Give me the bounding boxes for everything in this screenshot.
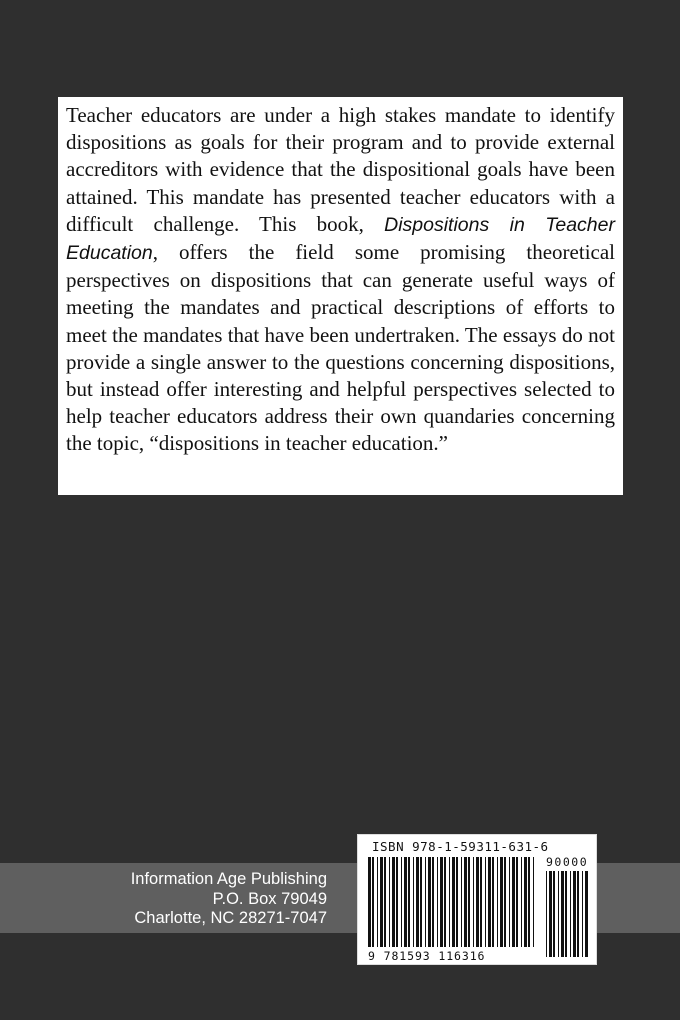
- addon-bars: [546, 871, 588, 957]
- barcode-bar: [521, 857, 522, 947]
- barcode-bar: [428, 857, 431, 947]
- barcode-bar: [585, 871, 588, 957]
- barcode-bar: [437, 857, 438, 947]
- barcode-bar: [553, 871, 555, 957]
- barcode-bar: [384, 857, 386, 947]
- publisher-po-box: P.O. Box 79049: [212, 889, 327, 908]
- publisher-city: Charlotte, NC 28271-7047: [134, 909, 327, 927]
- blurb-text-after: , offers the field some promising theoretical perspectives on dispositions that can generate useful ways of meeting the mandates and practical descriptions of efforts to meet the mandates that have been undertraken. The essays do not provide a single answer to the questions concerning dispositions, but instead offer interesting and helpful perspectives selected to help teacher educators address their own quandaries concerning the topic, “dispositions in teacher education.”: [66, 240, 615, 456]
- barcode-bar: [416, 857, 419, 947]
- barcode-bar: [500, 857, 503, 947]
- barcode-bar: [440, 857, 443, 947]
- ean-bars: [368, 857, 534, 947]
- barcode-bar: [432, 857, 434, 947]
- barcode-bar: [476, 857, 479, 947]
- barcode-bar: [449, 857, 450, 947]
- barcode-bar: [392, 857, 395, 947]
- barcode-bar: [533, 857, 534, 947]
- barcode-bar: [396, 857, 398, 947]
- publisher-info: [131, 870, 327, 929]
- barcode-bar: [444, 857, 446, 947]
- barcode-bar: [492, 857, 494, 947]
- back-cover-blurb: [58, 97, 623, 495]
- barcode-bar: [425, 857, 426, 947]
- barcode-bar: [497, 857, 498, 947]
- barcode-bar: [380, 857, 383, 947]
- isbn-barcode: [357, 834, 597, 965]
- barcode-bar: [372, 857, 374, 947]
- blurb-paragraph: [66, 102, 615, 458]
- barcode-bar: [504, 857, 506, 947]
- barcode-bar: [377, 857, 378, 947]
- barcode-bar: [577, 871, 579, 957]
- publisher-name: Information Age Publishing: [130, 870, 327, 888]
- barcode-bar: [549, 871, 552, 957]
- barcode-bar: [528, 857, 530, 947]
- barcode-bar: [389, 857, 390, 947]
- ean-digits: 9 781593 116316: [368, 949, 486, 963]
- barcode-bar: [573, 871, 576, 957]
- barcode-bar: [473, 857, 474, 947]
- barcode-bar: [546, 871, 547, 957]
- barcode-bar: [468, 857, 470, 947]
- barcode-bar: [570, 871, 571, 957]
- barcode-bar: [404, 857, 407, 947]
- barcode-bar: [461, 857, 462, 947]
- barcode-bar: [558, 871, 559, 957]
- barcode-bar: [452, 857, 455, 947]
- barcode-bar: [565, 871, 567, 957]
- barcode-bar: [485, 857, 486, 947]
- barcode-bar: [582, 871, 583, 957]
- book-title: Dispositions in Teacher Education: [66, 213, 615, 265]
- barcode-bar: [420, 857, 422, 947]
- addon-digits: 90000: [546, 855, 589, 869]
- isbn-label: ISBN 978-1-59311-631-6: [372, 839, 549, 854]
- barcode-bar: [413, 857, 414, 947]
- barcode-bar: [401, 857, 402, 947]
- barcode-bar: [488, 857, 491, 947]
- barcode-bar: [368, 857, 371, 947]
- barcode-bar: [516, 857, 518, 947]
- barcode-bar: [456, 857, 458, 947]
- barcode-bar: [524, 857, 527, 947]
- barcode-bar: [512, 857, 515, 947]
- blurb-text-before: Teacher educators are under a high stakes mandate to identify dispositions as goals for their program and to provide external accreditors with evidence that the dispositional goals have been attained. This mandate has presented teacher educators with a difficult challenge. This book,: [66, 103, 615, 236]
- barcode-bar: [408, 857, 410, 947]
- barcode-bar: [480, 857, 482, 947]
- barcode-bar: [464, 857, 467, 947]
- barcode-bar: [509, 857, 510, 947]
- barcode-bar: [561, 871, 564, 957]
